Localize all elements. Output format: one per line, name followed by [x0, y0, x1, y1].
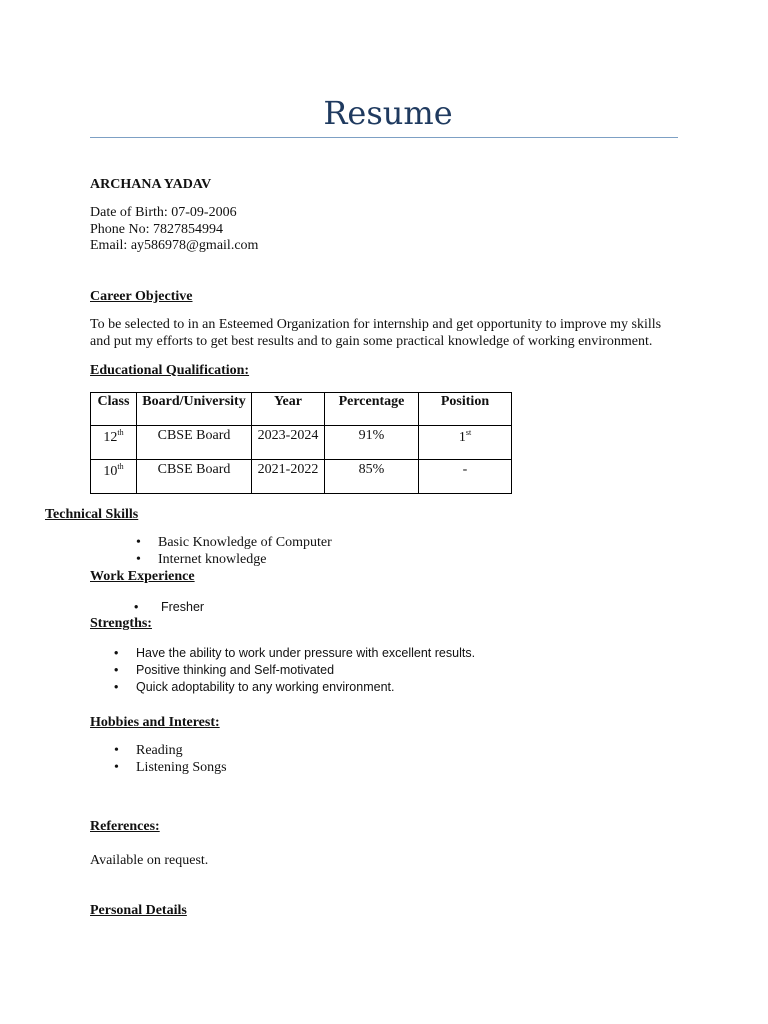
work-experience-heading: Work Experience: [90, 569, 195, 584]
cell-class: 10th: [91, 460, 137, 494]
column-header-board: Board/University: [137, 393, 252, 426]
list-item: • Basic Knowledge of Computer: [136, 535, 332, 550]
column-header-class: Class: [91, 393, 137, 426]
list-item: • Fresher: [134, 600, 205, 614]
list-item: • Have the ability to work under pressure with excellent results.: [114, 646, 476, 660]
cell-percentage: 91%: [325, 426, 419, 460]
cell-board: CBSE Board: [137, 426, 252, 460]
candidate-name: ARCHANA YADAV: [90, 177, 212, 192]
email-address: Email: ay586978@gmail.com: [90, 238, 259, 253]
cell-year: 2021-2022: [252, 460, 325, 494]
education-heading: Educational Qualification:: [90, 363, 250, 378]
column-header-percentage: Percentage: [325, 393, 419, 426]
cell-position: -: [419, 460, 512, 494]
list-item: • Positive thinking and Self-motivated: [114, 663, 335, 677]
column-header-position: Position: [419, 393, 512, 426]
contact-block: [90, 205, 258, 255]
hobbies-heading: Hobbies and Interest:: [90, 715, 220, 730]
title-divider: [90, 137, 678, 138]
list-item: • Reading: [114, 743, 183, 758]
column-header-year: Year: [252, 393, 325, 426]
table-row: [91, 426, 512, 460]
education-table: [90, 392, 512, 494]
strengths-list: [114, 645, 476, 696]
personal-details-heading: Personal Details: [90, 903, 187, 918]
work-experience-list: [134, 599, 205, 616]
cell-position: 1st: [419, 426, 512, 460]
phone-number: Phone No: 7827854994: [90, 221, 223, 237]
table-row: [91, 460, 512, 494]
references-heading: References:: [90, 819, 160, 834]
cell-class: 12th: [91, 426, 137, 460]
career-objective-line: and put my efforts to get best results and to gain some practical knowledge of working environment.: [90, 333, 653, 349]
list-item: • Quick adoptability to any working environment.: [114, 680, 395, 694]
career-objective-heading: Career Objective: [90, 289, 193, 304]
cell-board: CBSE Board: [137, 460, 252, 494]
references-text: Available on request.: [90, 853, 209, 868]
career-objective-text: [90, 317, 661, 350]
table-header-row: [91, 393, 512, 426]
resume-title: Resume: [323, 94, 453, 132]
cell-percentage: 85%: [325, 460, 419, 494]
technical-skills-list: [136, 535, 332, 568]
technical-skills-heading: Technical Skills: [45, 507, 139, 522]
list-item: • Listening Songs: [114, 759, 227, 775]
cell-year: 2023-2024: [252, 426, 325, 460]
date-of-birth: Date of Birth: 07-09-2006: [90, 205, 237, 220]
hobbies-list: [114, 743, 227, 776]
list-item: • Internet knowledge: [136, 551, 267, 567]
career-objective-line: To be selected to in an Esteemed Organization for internship and get opportunity to improve my skills: [90, 317, 662, 332]
strengths-heading: Strengths:: [90, 616, 152, 631]
